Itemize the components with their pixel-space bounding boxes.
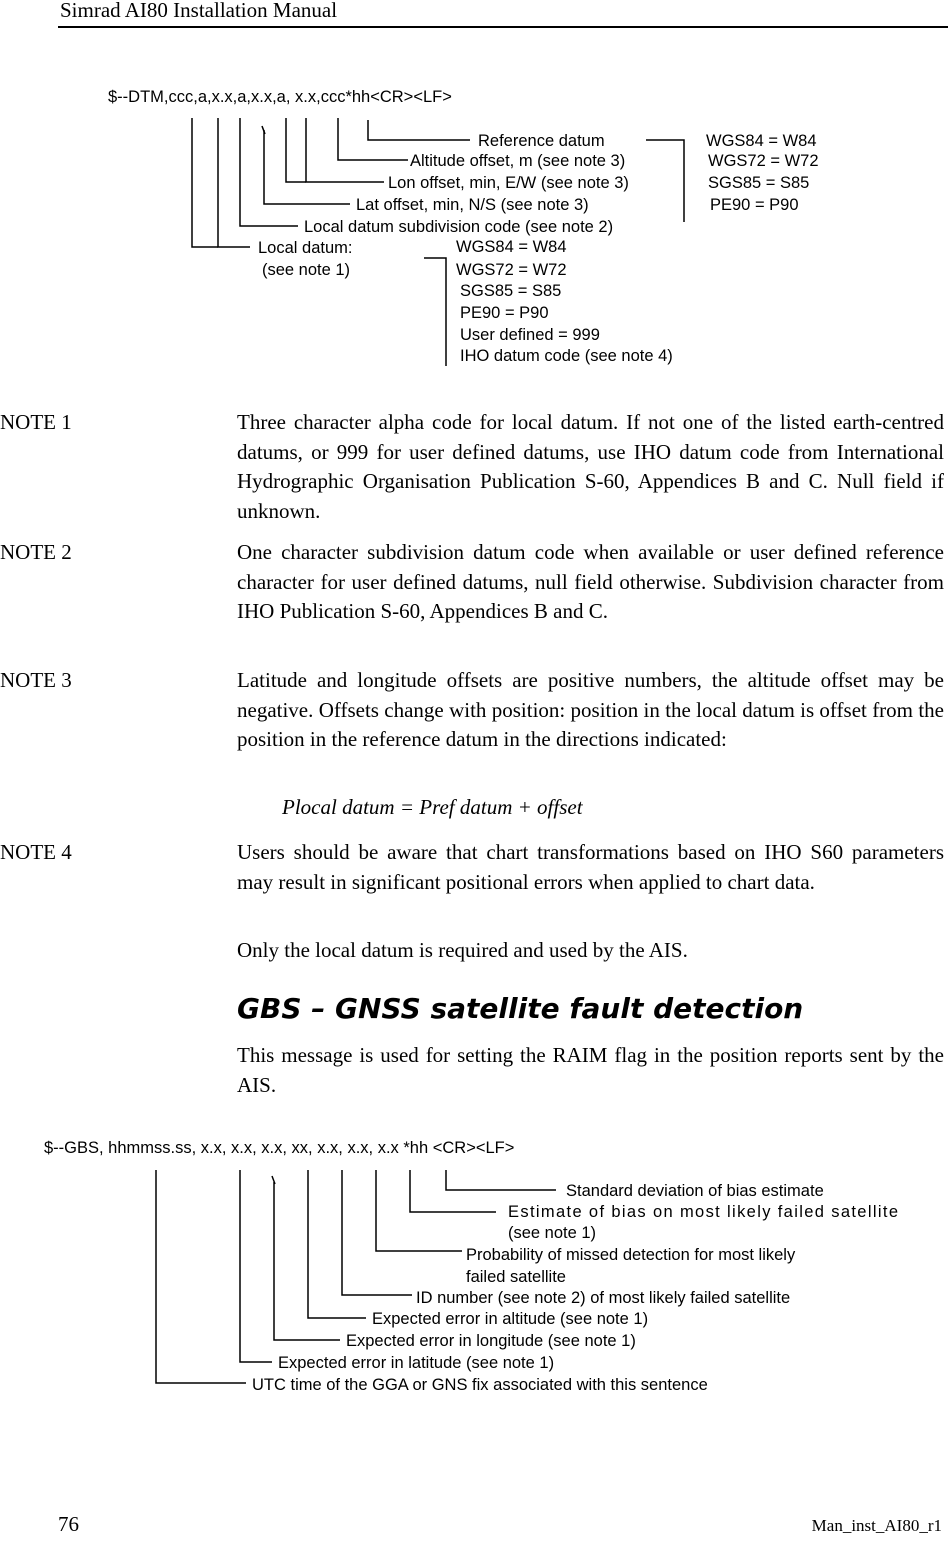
dtm-field-altitude: Altitude offset, m (see note 3) — [410, 152, 626, 170]
doc-id: Man_inst_AI80_r1 — [811, 1516, 942, 1535]
gbs-field-latitude-error: Expected error in latitude (see note 1) — [278, 1354, 555, 1372]
dtm-ref-option: PE90 = P90 — [710, 196, 799, 214]
dtm-local-option: IHO datum code (see note 4) — [460, 347, 673, 365]
gbs-field-bias-note: (see note 1) — [508, 1224, 597, 1242]
dtm-sentence: $--DTM,ccc,a,x.x,a,x.x,a, x.x,ccc*hh<CR><LF> — [108, 88, 452, 106]
dtm-local-option: SGS85 = S85 — [460, 282, 562, 300]
note-3-text: Latitude and longitude offsets are positive numbers, the altitude offset may be negative. Offsets change with position: position in the local datum is offset from the position in the reference datum in the directions indicated: — [237, 668, 944, 751]
dtm-ref-option: WGS84 = W84 — [706, 132, 817, 150]
dtm-local-option: User defined = 999 — [460, 326, 600, 344]
dtm-field-subdivision: Local datum subdivision code (see note 2) — [304, 218, 614, 236]
dtm-local-option: WGS84 = W84 — [456, 238, 567, 256]
dtm-field-lon: Lon offset, min, E/W (see note 3) — [388, 174, 629, 192]
gbs-field-bias-estimate: Estimate of bias on most likely failed satellite — [508, 1203, 898, 1221]
gbs-heading: GBS – GNSS satellite fault detection — [237, 992, 804, 1025]
offset-formula: Plocal datum = Pref datum + offset — [282, 795, 583, 819]
dtm-field-reference-datum: Reference datum — [478, 132, 605, 150]
note-4-label: NOTE 4 — [0, 840, 72, 864]
dtm-ref-option: WGS72 = W72 — [708, 152, 819, 170]
gbs-field-longitude-error: Expected error in longitude (see note 1) — [346, 1332, 636, 1350]
page-number: 76 — [58, 1512, 79, 1536]
note-4-text: Users should be aware that chart transformations based on IHO S60 parameters may result in significant positional errors when applied to chart data. — [237, 840, 944, 894]
dtm-field-local-datum: Local datum: — [258, 239, 353, 257]
gbs-field-std-dev: Standard deviation of bias estimate — [566, 1182, 824, 1200]
gbs-field-id-number: ID number (see note 2) of most likely failed satellite — [416, 1289, 791, 1307]
gbs-intro: This message is used for setting the RAIM flag in the position reports sent by the AIS. — [237, 1043, 944, 1097]
dtm-field-local-datum-note: (see note 1) — [262, 261, 351, 279]
gbs-field-utc-time: UTC time of the GGA or GNS fix associated with this sentence — [252, 1376, 708, 1394]
note-2-text: One character subdivision datum code when available or user defined reference character for user defined datums, null field otherwise. Subdivision character from IHO Publication S-60, Appendices B and C. — [237, 540, 944, 623]
note-1-label: NOTE 1 — [0, 410, 72, 434]
gbs-sentence: $--GBS, hhmmss.ss, x.x, x.x, x.x, xx, x.x, x.x, x.x *hh <CR><LF> — [44, 1139, 515, 1157]
gbs-field-probability-cont: failed satellite — [466, 1268, 566, 1286]
gbs-field-altitude-error: Expected error in altitude (see note 1) — [372, 1310, 649, 1328]
note-3-label: NOTE 3 — [0, 668, 72, 692]
dtm-local-option: PE90 = P90 — [460, 304, 549, 322]
dtm-diagram — [0, 0, 948, 380]
gbs-diagram — [0, 1120, 948, 1410]
local-datum-note: Only the local datum is required and used by the AIS. — [237, 938, 688, 962]
header-title: Simrad AI80 Installation Manual — [60, 0, 338, 22]
dtm-field-lat: Lat offset, min, N/S (see note 3) — [356, 196, 589, 214]
dtm-ref-option: SGS85 = S85 — [708, 174, 810, 192]
note-1-text: Three character alpha code for local datum. If not one of the listed earth-centred datums, or 999 for user defined datums, use IHO datum code from International Hydrographic Organisation Publication S-60, Appendices B and C. Null field if unknown. — [237, 410, 944, 523]
note-2-label: NOTE 2 — [0, 540, 72, 564]
gbs-field-probability: Probability of missed detection for most likely — [466, 1246, 796, 1264]
dtm-local-option: WGS72 = W72 — [456, 261, 567, 279]
